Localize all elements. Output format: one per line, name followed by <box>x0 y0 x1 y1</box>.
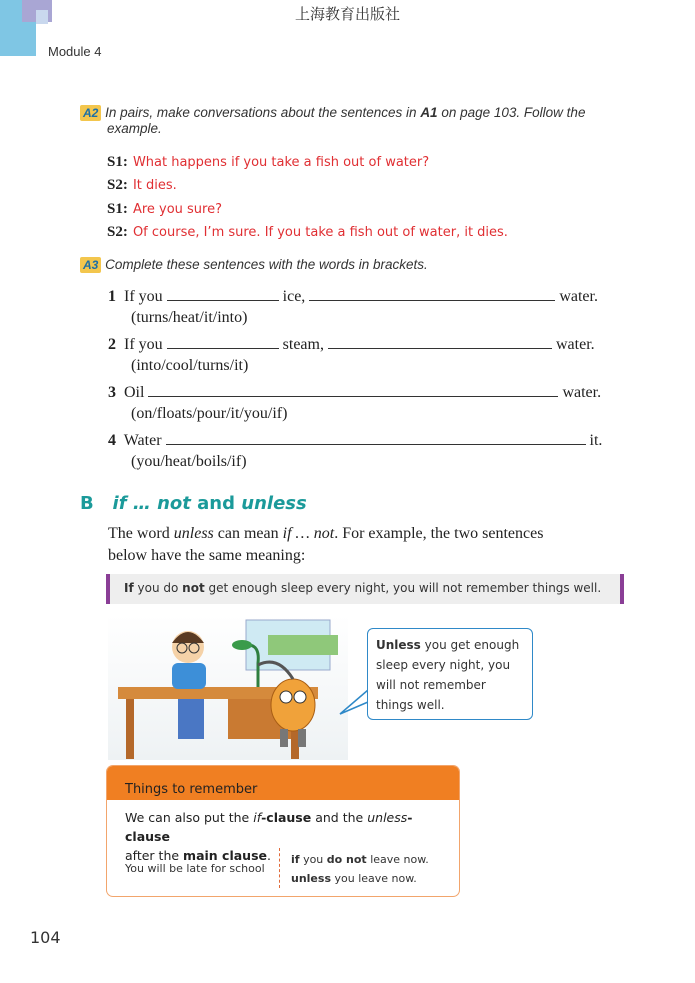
a2-instruction-text: example. <box>107 121 162 136</box>
speaker-label: S2: <box>107 224 128 240</box>
remember-title: Things to remember <box>125 782 258 797</box>
section-b-heading <box>80 493 307 514</box>
item-hint: (turns/heat/it/into) <box>131 309 248 326</box>
item-mid: ice, <box>282 288 306 305</box>
item-number: 1 <box>108 288 116 305</box>
remember-text-part: after the <box>125 848 180 863</box>
conversation-line <box>107 198 222 218</box>
section-letter: B <box>80 493 94 514</box>
a3-tag: A3 <box>80 257 101 273</box>
remember-text-part: main clause <box>183 848 267 863</box>
item-start: Water <box>123 432 162 449</box>
remember-box <box>107 766 459 896</box>
bubble-text: will not remember <box>376 678 486 692</box>
remember-text-part: if <box>253 810 262 825</box>
remember-text-part: -clause <box>125 810 413 844</box>
clause-text: you leave now. <box>334 872 417 885</box>
section-title-part: and <box>197 493 236 514</box>
conversation-line <box>107 151 429 171</box>
divider <box>279 848 280 888</box>
example-box <box>106 574 624 604</box>
para-text: below have the same meaning: <box>108 547 306 564</box>
remember-text-part: unless <box>367 810 408 825</box>
clause-text: you <box>303 853 324 866</box>
answer-blank[interactable] <box>328 336 552 349</box>
answer-blank[interactable] <box>167 336 279 349</box>
item-number: 4 <box>108 432 116 449</box>
para-text: unless <box>173 525 214 542</box>
conversation-line <box>107 174 177 194</box>
example-text: get enough sleep every night, you will not remember things well. <box>208 581 602 595</box>
clause-text: unless <box>291 872 331 885</box>
item-number: 3 <box>108 384 116 401</box>
section-title-part: if … not <box>112 493 191 514</box>
section-b-paragraph <box>108 523 628 567</box>
answer-blank[interactable] <box>166 432 586 445</box>
exercise-item <box>108 336 620 354</box>
desk-leg <box>126 699 134 759</box>
example-sentence <box>124 581 601 595</box>
remember-text-part: and the <box>315 810 364 825</box>
item-start: If you <box>124 336 163 353</box>
window-trees <box>268 635 338 655</box>
conversation-text: Of course, I’m sure. If you take a fish out of water, it dies. <box>132 225 508 240</box>
conversation-text: It dies. <box>132 178 177 193</box>
clause-text: do not <box>326 853 367 866</box>
lamp-shade <box>232 640 252 650</box>
item-mid: steam, <box>282 336 324 353</box>
para-text: The word <box>108 525 170 542</box>
remember-text-part: . <box>267 848 271 863</box>
conversation-text: Are you sure? <box>132 202 223 217</box>
speaker-label: S1: <box>107 154 128 170</box>
robot-eye <box>280 691 292 703</box>
item-end: water. <box>559 288 598 305</box>
a2-instruction <box>80 105 620 137</box>
remember-text-part: -clause <box>261 810 312 825</box>
remember-example-main: You will be late for school <box>125 862 265 875</box>
remember-text-part: We can also put the <box>125 810 250 825</box>
answer-blank[interactable] <box>167 288 279 301</box>
a2-tag: A2 <box>80 105 101 121</box>
item-end: water. <box>562 384 602 401</box>
boy-legs <box>178 699 204 739</box>
robot-leg <box>280 729 288 747</box>
item-hint: (into/cool/turns/it) <box>131 357 249 374</box>
item-number: 2 <box>108 336 116 353</box>
exercise-item <box>108 288 620 306</box>
speech-bubble <box>367 628 533 720</box>
para-text: . For example, the two sentences <box>334 525 544 542</box>
item-end: it. <box>589 432 603 449</box>
answer-blank[interactable] <box>148 384 558 397</box>
robot-eye <box>294 691 306 703</box>
robot-leg <box>298 729 306 747</box>
exercise-item <box>108 432 620 450</box>
bubble-text: things well. <box>376 698 445 712</box>
section-title-part: unless <box>241 493 307 514</box>
item-end: water. <box>555 336 595 353</box>
para-text: can mean <box>217 525 279 542</box>
a3-instruction <box>80 257 428 273</box>
a2-instruction-text: In pairs, make conversations about the sentences in <box>105 105 417 120</box>
remember-example-clauses <box>291 850 429 888</box>
bubble-text: Unless <box>376 638 421 652</box>
module-label: Module 4 <box>48 44 102 59</box>
item-hint: (you/heat/boils/if) <box>131 453 247 470</box>
a2-instruction-ref: A1 <box>420 105 438 120</box>
clause-text: if <box>291 853 300 866</box>
a3-instruction-text: Complete these sentences with the words in brackets. <box>105 257 428 272</box>
publisher-header: 上海教育出版社 <box>294 5 400 23</box>
conversation-line <box>107 221 508 241</box>
page-number: 104 <box>30 928 61 947</box>
bubble-text: you get enough <box>424 638 520 652</box>
speaker-label: S2: <box>107 177 128 193</box>
a2-instruction-text: on page 103. Follow the <box>441 105 586 120</box>
bubble-text: sleep every night, you <box>376 658 511 672</box>
boy-robot-illustration <box>108 615 348 760</box>
speaker-label: S1: <box>107 201 128 217</box>
item-hint: (on/floats/pour/it/you/if) <box>131 405 288 422</box>
answer-blank[interactable] <box>309 288 555 301</box>
exercise-item <box>108 384 620 402</box>
example-text: you do <box>137 581 179 595</box>
example-text: If <box>124 581 134 595</box>
item-start: If you <box>124 288 163 305</box>
para-text: if … not <box>282 525 335 542</box>
clause-text: leave now. <box>370 853 429 866</box>
robot-body <box>271 679 315 731</box>
example-text: not <box>182 581 205 595</box>
boy-shirt <box>172 663 206 689</box>
item-start: Oil <box>124 384 145 401</box>
conversation-text: What happens if you take a fish out of water? <box>132 155 430 170</box>
